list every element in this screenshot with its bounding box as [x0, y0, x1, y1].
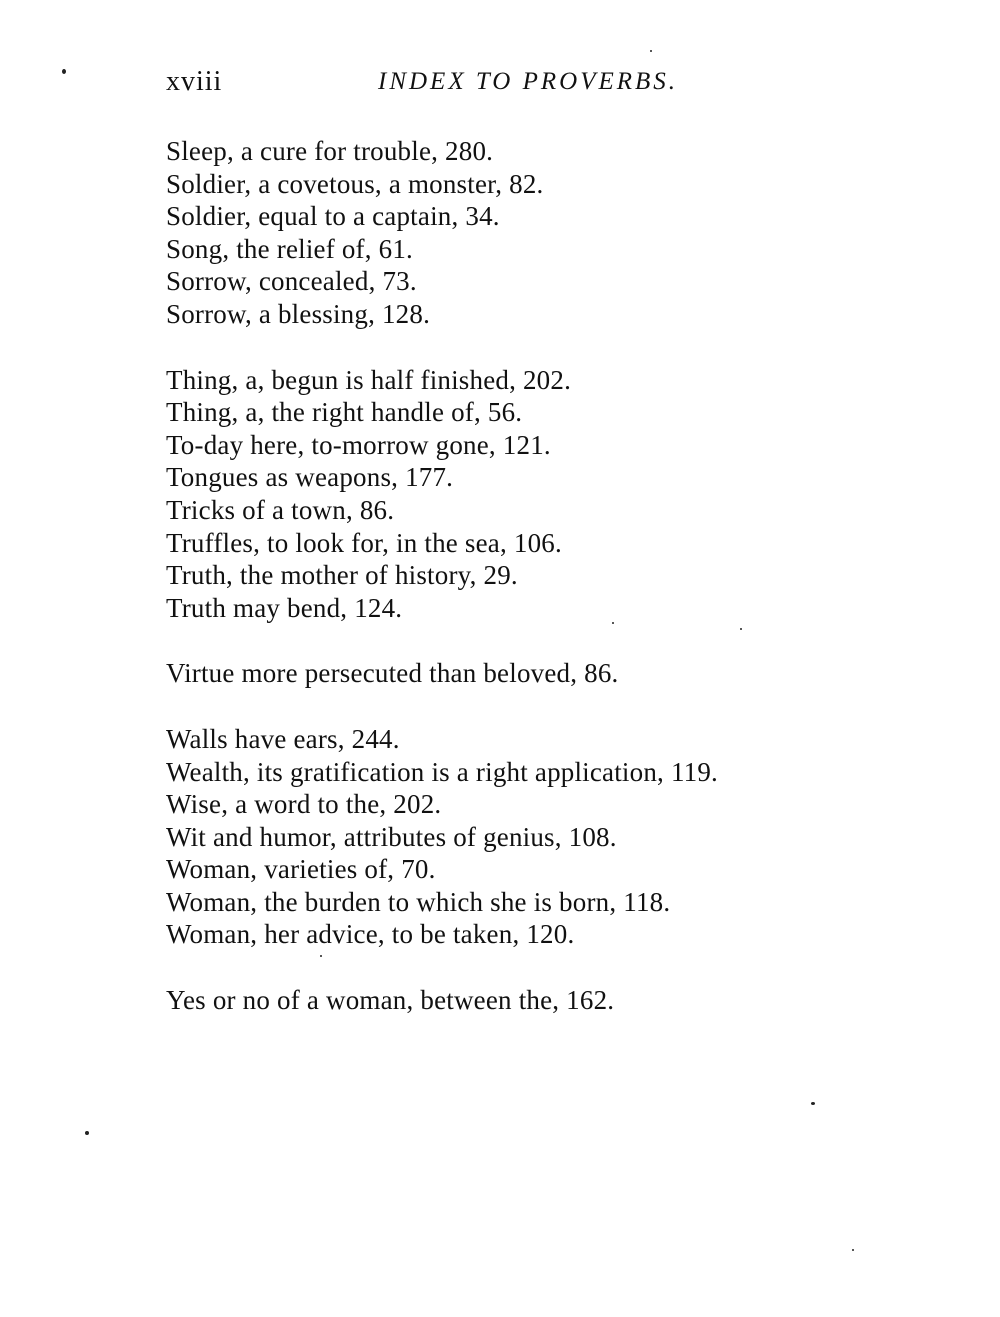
running-head: INDEX TO PROVERBS.	[378, 68, 679, 95]
index-group-w	[166, 723, 966, 951]
index-entry: Truth, the mother of history, 29.	[166, 560, 518, 591]
scan-speck	[740, 628, 742, 630]
index-entry: Woman, her advice, to be taken, 120.	[166, 919, 575, 950]
index-entry: Truffles, to look for, in the sea, 106.	[166, 527, 562, 558]
index-entry: Sorrow, concealed, 73.	[166, 266, 417, 297]
scan-speck	[85, 1131, 89, 1135]
index-entry: Song, the relief of, 61.	[166, 233, 413, 264]
index-entry: To-day here, to-morrow gone, 121.	[166, 429, 551, 460]
page-header	[166, 66, 726, 106]
index-entry: Walls have ears, 244.	[166, 723, 400, 754]
index-entry: Sorrow, a blessing, 128.	[166, 298, 431, 329]
scan-speck	[811, 1102, 815, 1105]
index-entry: Wise, a word to the, 202.	[166, 789, 442, 820]
index-entry: Tongues as weapons, 177.	[166, 462, 454, 493]
page-number: xviii	[166, 66, 223, 97]
index-group-y	[166, 984, 966, 1017]
index-entry: Soldier, equal to a captain, 34.	[166, 201, 500, 232]
scan-speck	[852, 1249, 854, 1251]
index-entry: Woman, the burden to which she is born, 118.	[166, 886, 671, 917]
index-entry: Sleep, a cure for trouble, 280.	[166, 136, 494, 166]
index-entry: Yes or no of a woman, between the, 162.	[166, 985, 615, 1016]
proverb-index	[166, 135, 966, 1050]
index-group-t	[166, 364, 966, 625]
scan-speck	[320, 955, 322, 957]
index-entry: Thing, a, the right handle of, 56.	[166, 397, 523, 428]
index-entry: Virtue more persecuted than beloved, 86.	[166, 658, 619, 689]
scan-speck	[612, 622, 614, 624]
index-entry: Soldier, a covetous, a monster, 82.	[166, 168, 544, 199]
scan-speck	[650, 50, 652, 52]
index-group-v	[166, 657, 966, 690]
index-entry: Woman, varieties of, 70.	[166, 854, 436, 885]
scan-speck	[62, 69, 66, 74]
index-entry: Truth may bend, 124.	[166, 592, 403, 623]
index-entry: Wealth, its gratification is a right application, 119.	[166, 756, 718, 787]
index-entry: Tricks of a town, 86.	[166, 494, 395, 525]
index-entry: Wit and humor, attributes of genius, 108.	[166, 821, 617, 852]
index-group-s	[166, 135, 966, 331]
index-entry: Thing, a, begun is half finished, 202.	[166, 364, 572, 395]
